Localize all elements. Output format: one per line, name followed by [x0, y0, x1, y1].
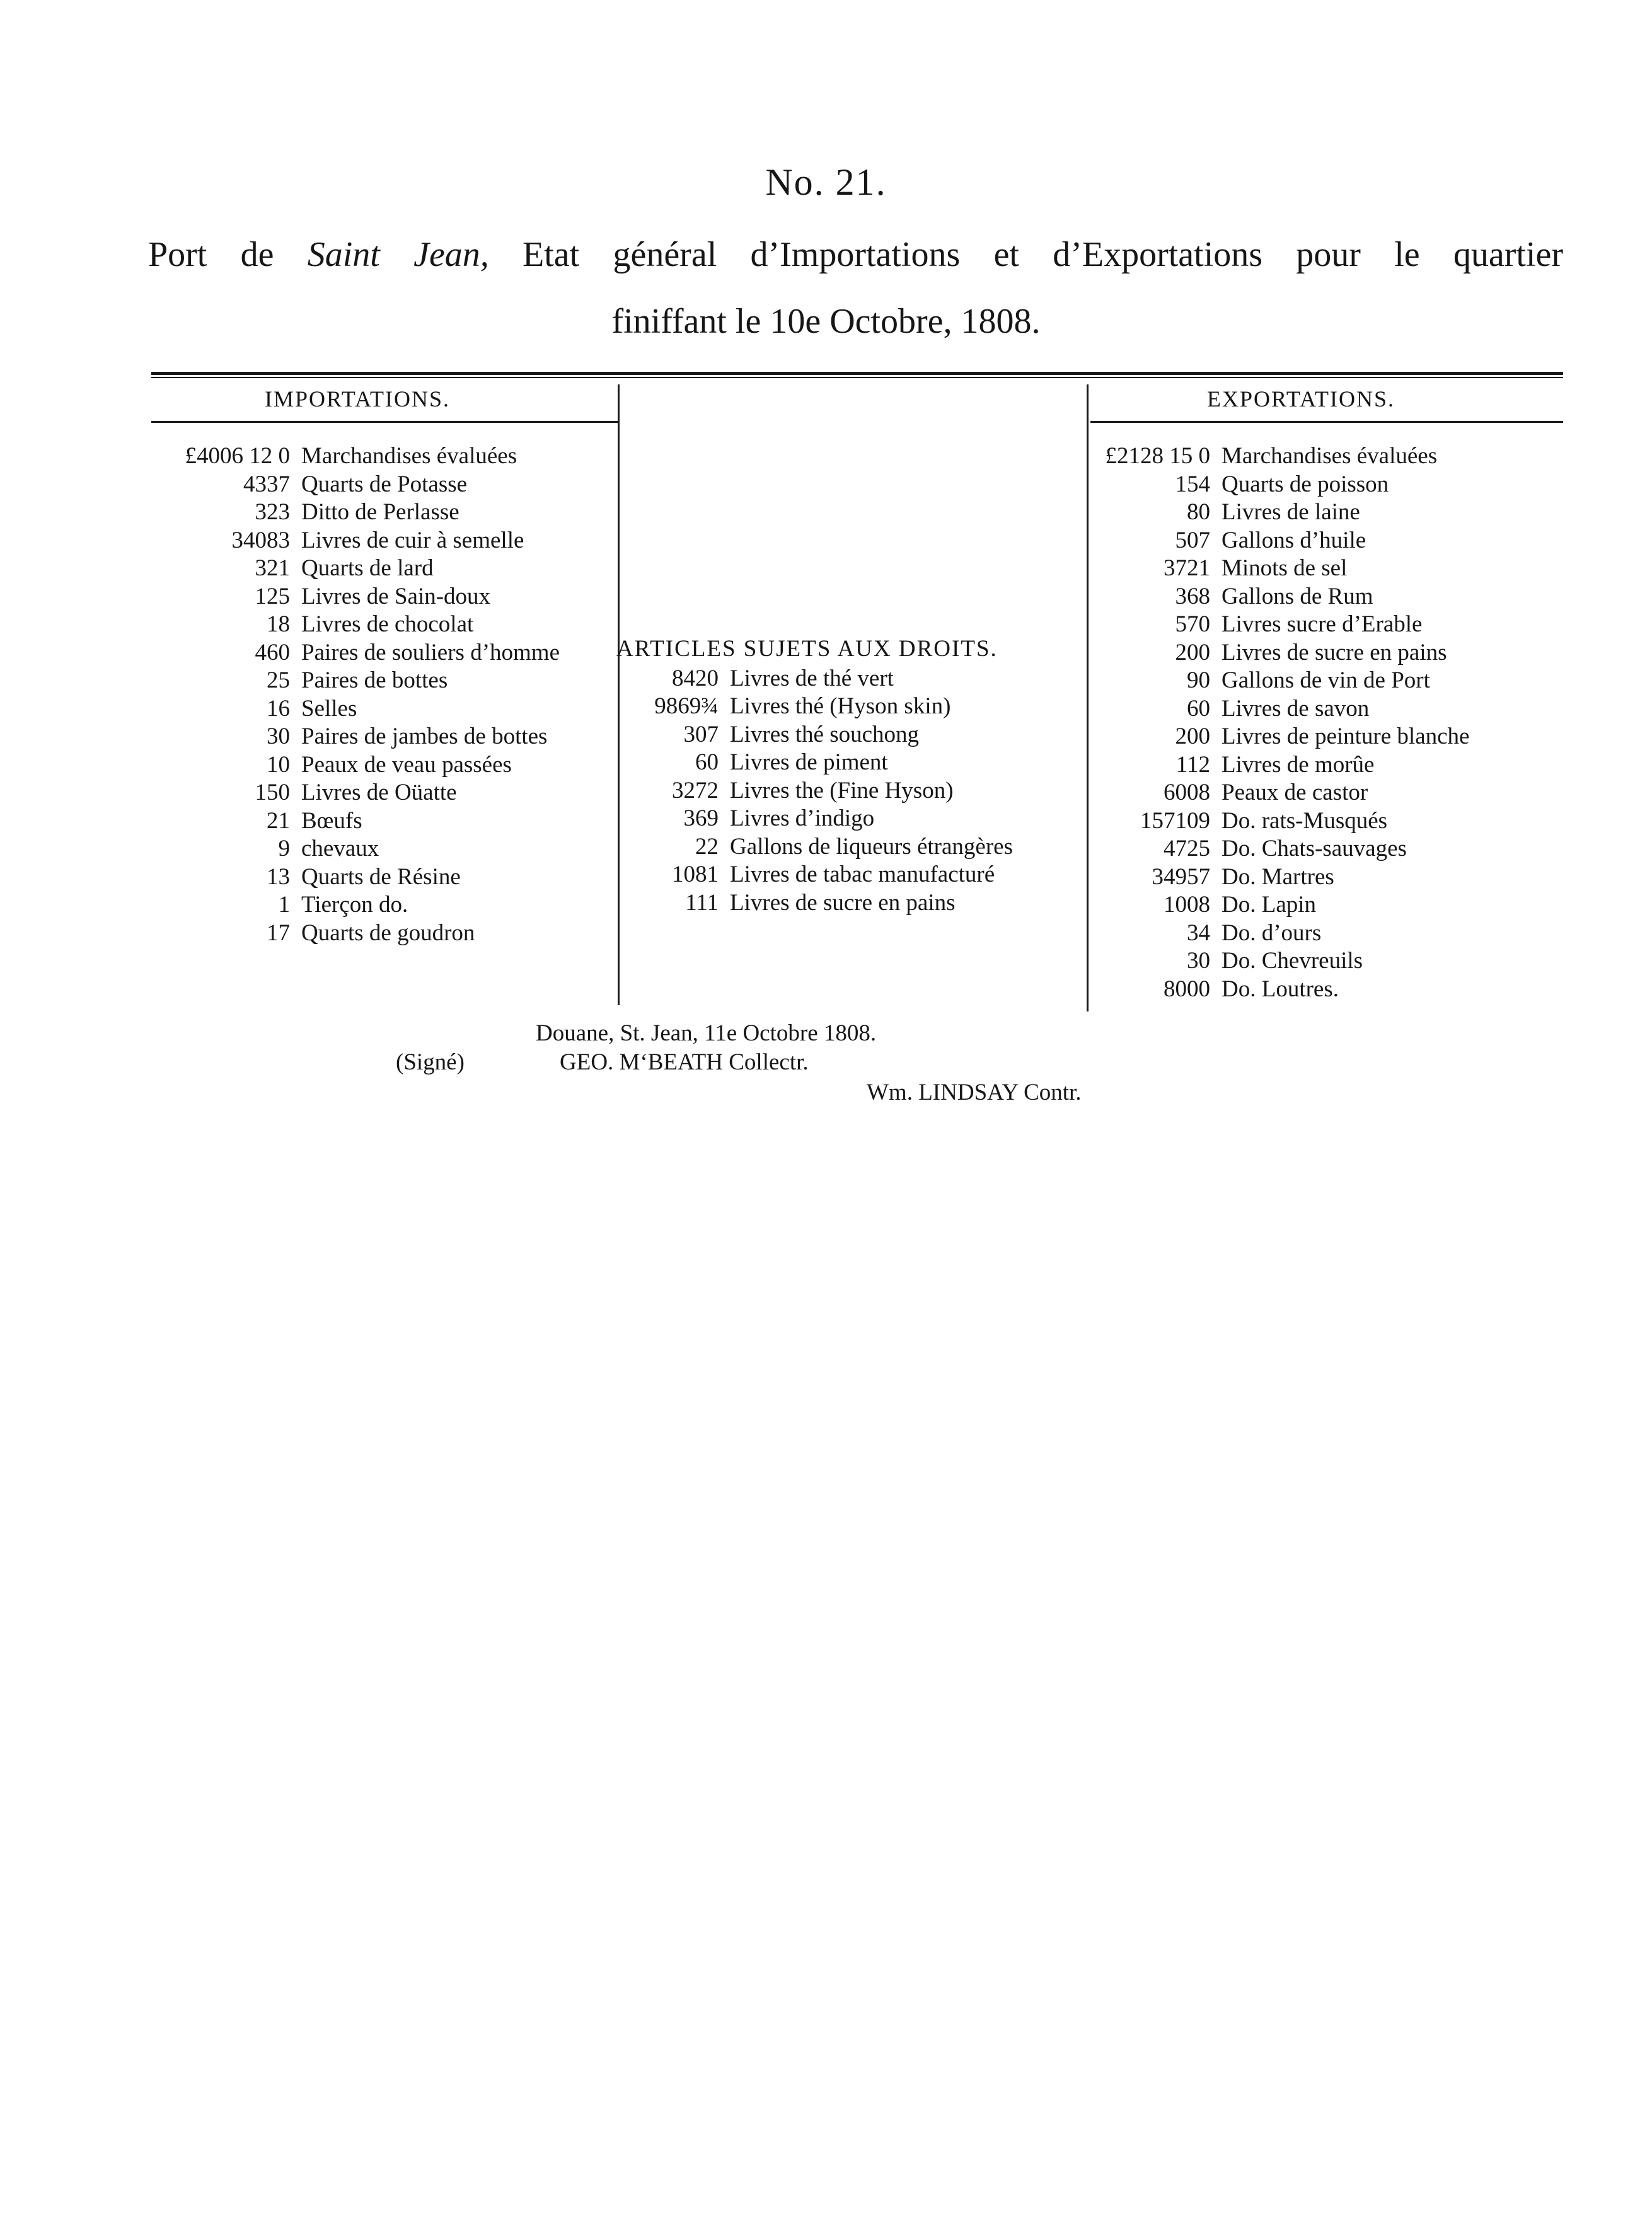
- list-item: [1053, 779, 1469, 807]
- item-value: 60: [695, 749, 719, 775]
- list-item: [580, 721, 1013, 749]
- list-item: [580, 833, 1013, 861]
- item-value: 4337: [243, 471, 290, 497]
- item-value: 9869¾: [654, 693, 719, 719]
- item-label: Gallons de vin de Port: [1222, 667, 1430, 693]
- item-label: Minots de sel: [1222, 555, 1348, 581]
- item-label: Selles: [301, 695, 357, 722]
- list-item: [19, 442, 560, 471]
- list-item: [19, 835, 560, 863]
- item-value: 125: [255, 583, 290, 609]
- list-item: [19, 919, 560, 948]
- list-item: [1053, 498, 1469, 527]
- item-label: Do. Loutres.: [1222, 976, 1339, 1002]
- item-label: Paires de bottes: [301, 667, 448, 693]
- item-label: Gallons de liqueurs étrangères: [730, 833, 1013, 860]
- item-label: Livres de sucre en pains: [730, 889, 956, 916]
- list-item: [1053, 471, 1469, 499]
- item-value: 34957: [1152, 863, 1210, 890]
- item-label: Paires de jambes de bottes: [301, 723, 548, 749]
- list-item: [19, 667, 560, 695]
- item-label: Quarts de goudron: [301, 919, 475, 946]
- list-item: [1053, 555, 1469, 583]
- item-value: 60: [1187, 695, 1210, 722]
- list-item: [1053, 807, 1469, 836]
- item-label: Do. Chats-sauvages: [1222, 836, 1407, 861]
- exportations-heading: EXPORTATIONS.: [1207, 386, 1395, 412]
- list-item: [19, 471, 560, 499]
- item-label: Bœufs: [301, 807, 362, 834]
- item-value: 18: [267, 611, 290, 637]
- item-value: 1008: [1164, 892, 1210, 918]
- item-value: 8420: [672, 665, 719, 691]
- item-value: 3272: [672, 777, 719, 804]
- item-label: Marchandises évaluées: [301, 443, 517, 469]
- list-item: [1053, 442, 1469, 471]
- footer-place-date: Douane, St. Jean, 11e Octobre 1808.: [536, 1020, 877, 1046]
- list-item: [1053, 919, 1469, 948]
- item-label: Livres de thé vert: [730, 665, 894, 691]
- item-label: Livres de Oüatte: [301, 780, 457, 805]
- list-item: [19, 498, 560, 527]
- item-value: 30: [267, 723, 290, 749]
- list-item: [580, 805, 1013, 833]
- item-label: Tierçon do.: [301, 892, 408, 918]
- item-value: 30: [1187, 948, 1210, 974]
- item-value: 112: [1175, 751, 1210, 778]
- item-label: Livres de chocolat: [301, 611, 474, 637]
- item-label: Do. rats-Musqués: [1222, 807, 1388, 834]
- table-top-rule: [151, 372, 1563, 375]
- list-item: [1053, 667, 1469, 695]
- exportations-list: [1053, 442, 1469, 1003]
- footer-collector: GEO. M‘BEATH Collectr.: [560, 1049, 809, 1075]
- item-label: chevaux: [301, 836, 379, 861]
- list-item: [1053, 611, 1469, 639]
- item-value: £4006 12 0: [185, 443, 290, 469]
- item-label: Ditto de Perlasse: [301, 499, 459, 525]
- item-value: 368: [1175, 583, 1210, 609]
- list-item: [1053, 863, 1469, 892]
- export-heading-rule: [1090, 421, 1563, 423]
- item-value: 150: [255, 780, 290, 805]
- item-value: 10: [267, 751, 290, 778]
- item-label: Livres de morûe: [1222, 751, 1375, 778]
- list-item: [19, 863, 560, 892]
- item-value: 1: [278, 892, 290, 918]
- list-item: [19, 527, 560, 555]
- item-value: 369: [683, 805, 719, 831]
- item-label: Livres de cuir à semelle: [301, 527, 524, 553]
- page-subtitle: finiffant le 10e Octobre, 1808.: [611, 302, 1041, 341]
- item-label: Livres thé souchong: [730, 721, 920, 747]
- item-value: 460: [255, 639, 290, 665]
- item-value: 157109: [1140, 807, 1210, 834]
- item-value: 34083: [231, 527, 290, 553]
- item-value: 90: [1187, 667, 1210, 693]
- item-label: Quarts de Potasse: [301, 471, 468, 497]
- list-item: [19, 555, 560, 583]
- title-prefix: Port de: [148, 235, 308, 274]
- list-item: [1053, 947, 1469, 976]
- list-item: [19, 891, 560, 919]
- item-label: Livres de savon: [1222, 695, 1370, 722]
- item-value: 6008: [1164, 780, 1210, 805]
- item-value: 34: [1187, 919, 1210, 946]
- page-title: [148, 234, 1563, 275]
- item-label: Peaux de veau passées: [301, 751, 512, 778]
- item-label: Livres de peinture blanche: [1222, 723, 1470, 749]
- list-item: [580, 749, 1013, 777]
- list-item: [19, 583, 560, 611]
- item-label: Gallons d’huile: [1222, 527, 1366, 553]
- item-label: Livres de tabac manufacturé: [730, 861, 995, 887]
- item-label: Do. Chevreuils: [1222, 948, 1363, 974]
- importations-list: [19, 442, 560, 947]
- list-item: [1053, 695, 1469, 723]
- item-value: 507: [1175, 527, 1210, 553]
- list-item: [580, 665, 1013, 693]
- item-value: 3721: [1164, 555, 1210, 581]
- list-item: [1053, 583, 1469, 611]
- item-label: Livres d’indigo: [730, 805, 875, 831]
- footer-controller: Wm. LINDSAY Contr.: [867, 1080, 1082, 1105]
- item-value: 16: [267, 695, 290, 722]
- list-item: [19, 751, 560, 780]
- item-value: 80: [1187, 499, 1210, 525]
- list-item: [1053, 527, 1469, 555]
- item-label: Livres de laine: [1222, 499, 1360, 525]
- item-value: 570: [1175, 611, 1210, 637]
- item-value: 1081: [672, 861, 719, 887]
- item-label: Livres de Sain-doux: [301, 583, 491, 609]
- list-item: [19, 723, 560, 751]
- item-value: 200: [1175, 639, 1210, 665]
- item-value: 4725: [1164, 836, 1210, 861]
- item-value: 323: [255, 499, 290, 525]
- item-label: Quarts de poisson: [1222, 471, 1389, 497]
- list-item: [19, 611, 560, 639]
- item-label: Livres thé (Hyson skin): [730, 693, 951, 719]
- table-top-rule-thin: [151, 377, 1563, 378]
- list-item: [19, 807, 560, 836]
- list-item: [1053, 639, 1469, 667]
- list-item: [19, 695, 560, 723]
- item-value: 8000: [1164, 976, 1210, 1002]
- item-label: Quarts de lard: [301, 555, 434, 581]
- item-value: £2128 15 0: [1105, 443, 1210, 469]
- item-label: Do. Lapin: [1222, 892, 1317, 918]
- item-value: 321: [255, 555, 290, 581]
- title-rest: Etat général d’Importations et d’Exportations pour le quartier: [488, 235, 1563, 274]
- item-label: Livres sucre d’Erable: [1222, 611, 1423, 637]
- list-item: [1053, 891, 1469, 919]
- title-place: Saint Jean,: [307, 235, 489, 274]
- item-label: Do. Martres: [1222, 863, 1334, 890]
- item-value: 154: [1175, 471, 1210, 497]
- list-item: [580, 777, 1013, 805]
- footer-signed: (Signé): [396, 1049, 465, 1075]
- item-value: 200: [1175, 723, 1210, 749]
- item-value: 111: [685, 889, 719, 916]
- item-label: Do. d’ours: [1222, 919, 1322, 946]
- list-item: [1053, 751, 1469, 780]
- list-item: [580, 693, 1013, 721]
- importations-heading: IMPORTATIONS.: [265, 386, 450, 412]
- item-value: 17: [267, 919, 290, 946]
- item-label: Livres de piment: [730, 749, 888, 775]
- item-label: Livres de sucre en pains: [1222, 639, 1447, 665]
- list-item: [580, 861, 1013, 889]
- import-heading-rule: [151, 421, 618, 423]
- item-value: 307: [683, 721, 719, 747]
- item-label: Gallons de Rum: [1222, 583, 1373, 609]
- list-item: [1053, 723, 1469, 751]
- item-label: Marchandises évaluées: [1222, 443, 1438, 469]
- list-item: [1053, 835, 1469, 863]
- list-item: [1053, 976, 1469, 1004]
- item-value: 21: [267, 807, 290, 834]
- item-label: Peaux de castor: [1222, 780, 1368, 805]
- item-value: 22: [695, 833, 719, 860]
- list-item: [580, 889, 1013, 918]
- page-number: No. 21.: [765, 161, 887, 203]
- list-item: [19, 639, 560, 667]
- duties-heading: ARTICLES SUJETS AUX DROITS.: [616, 636, 998, 662]
- list-item: [19, 779, 560, 807]
- item-value: 13: [267, 863, 290, 890]
- item-value: 25: [267, 667, 290, 693]
- item-value: 9: [278, 836, 290, 861]
- item-label: Quarts de Résine: [301, 863, 461, 890]
- item-label: Livres the (Fine Hyson): [730, 777, 954, 804]
- item-label: Paires de souliers d’homme: [301, 639, 560, 665]
